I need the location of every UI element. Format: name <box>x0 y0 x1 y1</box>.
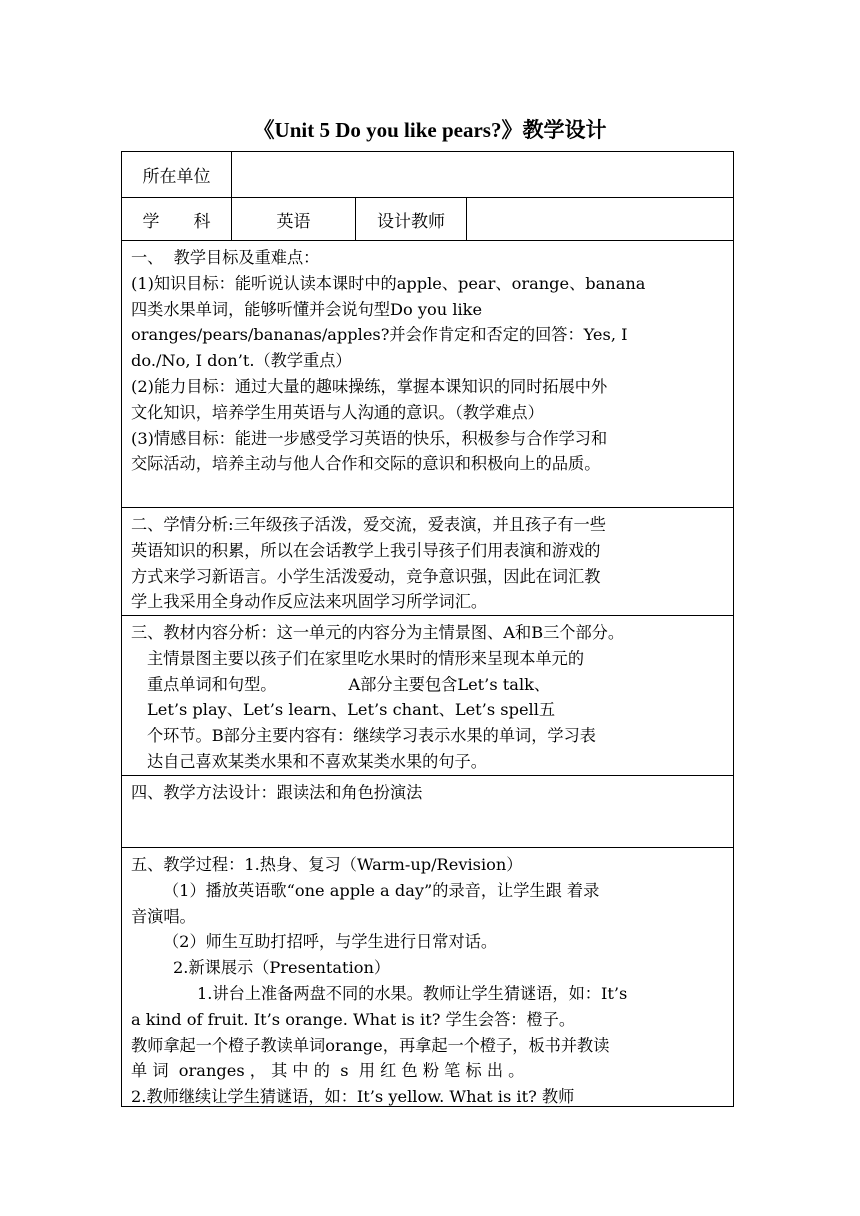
learner-analysis-line: 英语知识的积累，所以在会话教学上我引导孩子们用表演和游戏的 <box>131 540 601 560</box>
process-line: 单 词 oranges ， 其 中 的 s 用 红 色 粉 笔 标 出 。 <box>131 1061 525 1081</box>
process-line: （2）师生互助打招呼，与学生进行日常对话。 <box>163 932 498 952</box>
content-analysis-line: Let’s play、Let’s learn、Let’s chant、Let’s spell五 <box>147 700 556 720</box>
unit-row <box>122 152 733 197</box>
methods-line: 四、教学方法设计：跟读法和角色扮演法 <box>131 783 423 802</box>
learner-analysis-line: 二、学情分析:三年级孩子活泼，爱交流，爱表演，并且孩子有一些 <box>131 515 606 534</box>
content-analysis-line: 主情景图主要以孩子们在家里吃水果时的情形来呈现本单元的 <box>147 648 585 668</box>
objectives-line: 四类水果单词，能够听懂并会说句型Do you like <box>131 299 483 319</box>
content-analysis-line: 个环节。B部分主要内容有：继续学习表示水果的单词，学习表 <box>147 726 596 746</box>
learner-analysis-section <box>122 507 733 615</box>
learner-analysis-line: 学上我采用全身动作反应法来巩固学习所学词汇。 <box>131 592 488 612</box>
objectives-line: oranges/pears/bananas/apples?并会作肯定和否定的回答：Yes, I <box>131 325 628 345</box>
subject-row <box>122 197 733 240</box>
objectives-line: (3)情感目标：能进一步感受学习英语的快乐，积极参与合作学习和 <box>131 428 608 448</box>
unit-value <box>232 152 733 197</box>
objectives-line: 文化知识，培养学生用英语与人沟通的意识。（教学难点） <box>131 402 544 422</box>
content-analysis-line: 重点单词和句型。 A部分主要包含Let’s talk、 <box>147 674 551 694</box>
content-analysis-line: 达自己喜欢某类水果和不喜欢某类水果的句子。 <box>147 751 487 771</box>
process-line: 音演唱。 <box>131 906 196 926</box>
subject-value: 英语 <box>276 211 311 232</box>
process-heading: 五、教学过程：1.热身、复习（Warm-up/Revision） <box>131 855 523 874</box>
content-analysis-section <box>122 615 733 775</box>
process-line: a kind of fruit. It’s orange. What is it? 学生会答：橙子。 <box>131 1009 576 1029</box>
designer-label: 设计教师 <box>377 211 445 232</box>
process-section <box>122 847 733 1106</box>
process-line: 2.新课展示（Presentation） <box>173 958 391 978</box>
objectives-line: do./No, I don’t.（教学重点） <box>131 351 352 371</box>
designer-value <box>467 198 733 240</box>
process-line: 2.教师继续让学生猜谜语，如：It’s yellow. What is it? 教师 <box>131 1087 575 1107</box>
page-title: 《Unit 5 Do you like pears?》教学设计 <box>253 118 607 142</box>
process-line: 1.讲台上准备两盘不同的水果。教师让学生猜谜语，如：It’s <box>197 983 628 1003</box>
lesson-plan-table <box>121 151 734 1107</box>
process-line: 教师拿起一个橙子教读单词orange，再拿起一个橙子，板书并教读 <box>131 1035 610 1055</box>
objectives-section <box>122 240 733 507</box>
learner-analysis-line: 方式来学习新语言。小学生活泼爱动，竞争意识强，因此在词汇教 <box>131 566 601 586</box>
subject-label: 学 科 <box>142 211 211 232</box>
objectives-line: 交际活动，培养主动与他人合作和交际的意识和积极向上的品质。 <box>131 454 601 474</box>
objectives-line: (2)能力目标：通过大量的趣味操练，掌握本课知识的同时拓展中外 <box>131 376 608 396</box>
process-line: （1）播放英语歌“one apple a day”的录音，让学生跟 着录 <box>163 880 600 900</box>
content-analysis-line: 三、教材内容分析：这一单元的内容分为主情景图、A和B三个部分。 <box>131 623 625 642</box>
objectives-line: (1)知识目标：能听说认读本课时中的apple、pear、orange、banana <box>131 273 646 293</box>
methods-section <box>122 775 733 847</box>
unit-label: 所在单位 <box>142 167 211 187</box>
objectives-heading: 一、 教学目标及重难点： <box>131 248 320 267</box>
